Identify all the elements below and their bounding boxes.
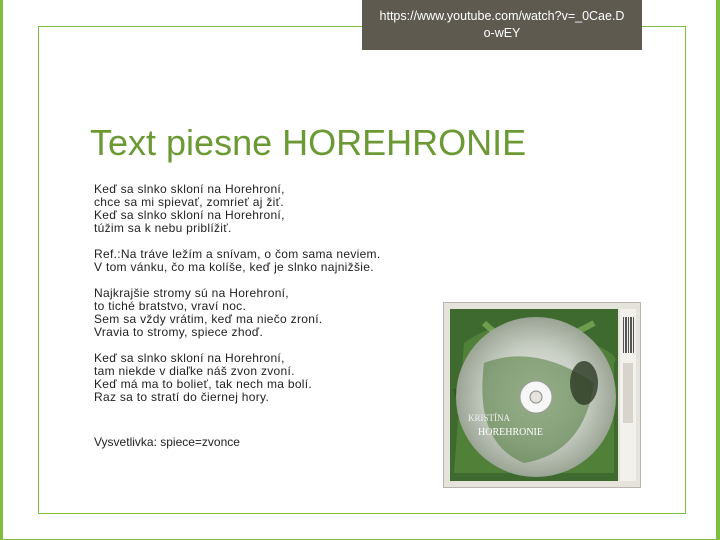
left-accent-bar (0, 0, 3, 540)
cd-illustration (444, 303, 640, 487)
lyric-line: Keď sa slnko skloní na Horehroní, (94, 208, 285, 222)
slide-title: Text piesne HOREHRONIE (90, 122, 527, 163)
cd-album-text: HOREHRONIE (478, 427, 543, 438)
lyric-line: Vravia to stromy, spiece zhoď. (94, 325, 264, 339)
url-overlay[interactable] (362, 0, 642, 50)
lyric-line: túžim sa k nebu priblížiť. (94, 221, 232, 235)
lyric-line: Ref.:Na tráve ležím a snívam, o čom sama neviem. (94, 247, 381, 261)
stanza-1 (94, 183, 444, 235)
right-accent-bar (716, 0, 720, 540)
lyric-line: tam niekde v diaľke náš zvon zvoní. (94, 364, 295, 378)
lyric-line: chce sa mi spievať, zomrieť aj žiť. (94, 195, 285, 209)
lyric-line: Raz sa to stratí do čiernej hory. (94, 390, 270, 404)
cd-artist-text: KRISTÍNA (468, 413, 510, 423)
url-text[interactable]: https://www.youtube.com/watch?v=_0Cae.Do-wEY (379, 9, 625, 40)
lyric-line: Keď má ma to bolieť, tak nech ma bolí. (94, 377, 313, 391)
lyric-line: V tom vánku, čo ma kolíše, keď je slnko najnižšie. (94, 260, 374, 274)
lyric-line: Keď sa slnko skloní na Horehroní, (94, 351, 285, 365)
lyric-line: to tiché bratstvo, vraví noc. (94, 299, 247, 313)
lyric-line: Najkrajšie stromy sú na Horehroní, (94, 286, 289, 300)
lyric-line: Sem sa vždy vrátim, keď ma niečo zroní. (94, 312, 323, 326)
lyric-line: Keď sa slnko skloní na Horehroní, (94, 182, 285, 196)
stanza-refrain (94, 248, 444, 274)
stanza-2 (94, 287, 444, 339)
cd-cover-image (443, 302, 641, 488)
footnote: Vysvetlivka: spiece=zvonce (94, 435, 240, 449)
lyrics-block (94, 183, 444, 417)
stanza-3 (94, 352, 444, 404)
